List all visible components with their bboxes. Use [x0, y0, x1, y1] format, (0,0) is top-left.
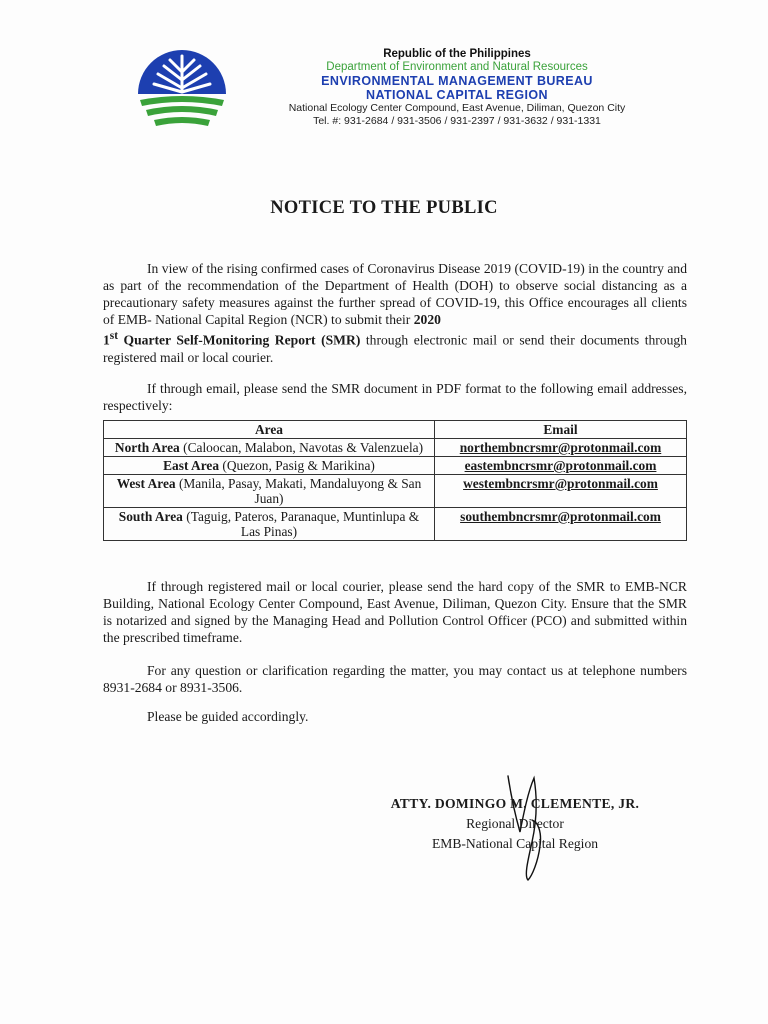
paragraph-intro: [103, 260, 687, 366]
signatory-office: EMB-National Capital Region: [431, 836, 599, 851]
paragraph-email-instructions: [103, 380, 687, 414]
area-cell: [104, 475, 435, 508]
intro-bold-year: 2020: [413, 312, 441, 327]
area-name: South Area: [118, 509, 183, 524]
closing-text: Please be guided accordingly.: [147, 709, 309, 724]
email-link-north[interactable]: northembncrsmr@protonmail.com: [435, 439, 687, 457]
paragraph-closing: [103, 708, 687, 725]
area-name: North Area: [114, 440, 180, 455]
intro-bold-report: Quarter Self-Monitoring Report (SMR): [117, 332, 361, 348]
letterhead-region: NATIONAL CAPITAL REGION: [366, 88, 548, 102]
signatory-name: ATTY. DOMINGO M. CLEMENTE, JR.: [390, 796, 640, 811]
header-area: Area: [104, 421, 435, 439]
signatory-position: Regional Director: [466, 816, 564, 831]
paragraph-contact: [103, 662, 687, 696]
letterhead-department: Department of Environment and Natural Resources: [326, 61, 588, 73]
email-link-south[interactable]: southembncrsmr@protonmail.com: [435, 508, 687, 541]
table-header-row: [104, 421, 687, 439]
paragraph-mail-instructions: [103, 578, 687, 646]
signature-block: [370, 794, 660, 854]
notice-title: NOTICE TO THE PUBLIC: [270, 198, 498, 218]
area-email-table: [103, 420, 687, 541]
intro-bold-sup: st: [109, 330, 118, 342]
table-row: [104, 457, 687, 475]
area-cell: [104, 457, 435, 475]
area-name: West Area: [116, 476, 176, 491]
table-row: [104, 439, 687, 457]
area-detail: (Taguig, Pateros, Paranaque, Muntinlupa & Las Pinas): [182, 509, 420, 539]
table-row: [104, 508, 687, 541]
email-link-east[interactable]: eastembncrsmr@protonmail.com: [435, 457, 687, 475]
area-name: East Area: [163, 458, 220, 473]
letterhead-republic: Republic of the Philippines: [383, 48, 531, 60]
letterhead-address: National Ecology Center Compound, East Avenue, Diliman, Quezon City: [288, 102, 626, 114]
header-email: Email: [435, 421, 687, 439]
area-detail: (Caloocan, Malabon, Navotas & Valenzuela): [179, 440, 424, 455]
email-instructions-text: If through email, please send the SMR document in PDF format to the following email addresses, respectively:: [103, 381, 687, 413]
mail-instructions-text: If through registered mail or local courier, please send the hard copy of the SMR to EMB-NCR Building, National Ecology Center Compound, East Avenue, Diliman, Quezon City. Ensure that the SMR is notarized and signed by the Managing Head and Pollution Control Officer (PCO) and submitted within the prescribed timeframe.: [103, 579, 687, 645]
letterhead: [262, 48, 652, 128]
contact-text: For any question or clarification regarding the matter, you may contact us at telephone numbers 8931-2684 or 8931-3506.: [103, 663, 687, 695]
area-detail: (Manila, Pasay, Makati, Mandaluyong & San Juan): [175, 476, 422, 506]
intro-text-a: In view of the rising confirmed cases of Coronavirus Disease 2019 (COVID-19) in the country and as part of the recommendation of the Department of Health (DOH) to observe social distancing as a precautionary safety measures against the further spread of COVID-19, this Office encourages all clients of EMB- National Capital Region (NCR) to submit their: [103, 261, 687, 327]
emb-logo: [134, 48, 230, 134]
area-cell: [104, 439, 435, 457]
area-cell: [104, 508, 435, 541]
letterhead-telephone: Tel. #: 931-2684 / 931-3506 / 931-2397 / 931-3632 / 931-1331: [313, 115, 601, 127]
letterhead-bureau: ENVIRONMENTAL MANAGEMENT BUREAU: [321, 74, 593, 88]
table-row: [104, 475, 687, 508]
intro-text-b: through electronic mail or send their documents through registered mail or local courier.: [103, 332, 687, 365]
area-detail: (Quezon, Pasig & Marikina): [219, 458, 375, 473]
intro-bold-ordinal: 1: [103, 332, 110, 348]
email-link-west[interactable]: westembncrsmr@protonmail.com: [435, 475, 687, 508]
